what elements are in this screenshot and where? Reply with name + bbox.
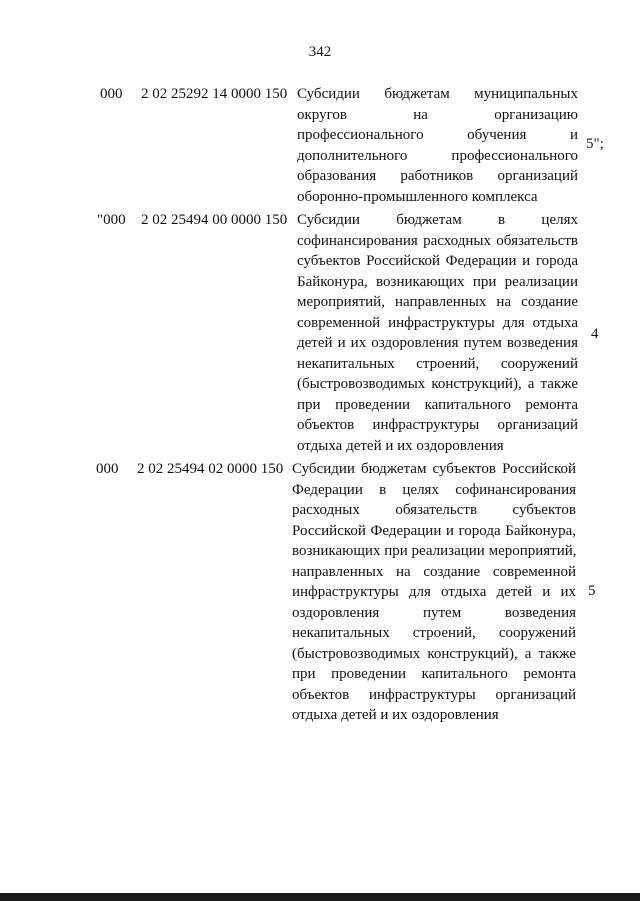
admin-code: "000 [97, 212, 126, 228]
description-line: Федерации в целях софинансирования [292, 481, 576, 498]
description-line: субъектов Российской Федерации и города [297, 253, 578, 269]
description-line: некапитальных строений, сооружений [297, 355, 578, 372]
description-line: объектов инфраструктуры организаций [297, 417, 578, 433]
description-line: Субсидии бюджетам в целях [297, 212, 578, 228]
description-line: оборонно-промышленного комплекса [297, 188, 538, 205]
description-line: оздоровления путем возведения [292, 604, 576, 621]
row-description [297, 84, 578, 207]
row-value: 5"; [586, 136, 604, 152]
row-value: 5 [588, 583, 596, 599]
description-line: Байконура, возникающих при реализации [297, 273, 578, 290]
description-line: при проведении капитального ремонта [292, 666, 576, 682]
budget-code: 2 02 25494 02 0000 150 [137, 461, 284, 477]
description-line: (быстровозводимых конструкций), а также [292, 645, 576, 662]
description-line: софинансирования расходных обязательств [297, 232, 578, 249]
budget-code: 2 02 25494 00 0000 150 [141, 212, 288, 228]
description-line: при проведении капитального ремонта [297, 396, 578, 413]
description-line: отдыха детей и их оздоровления [297, 437, 504, 454]
description-line: расходных обязательств субъектов [292, 502, 576, 518]
description-line: (быстровозводимых конструкций), а также [297, 376, 578, 392]
description-line: объектов инфраструктуры организаций [292, 686, 576, 703]
description-line: направленных на создание современной [292, 563, 576, 580]
description-line: некапитальных строений, сооружений [292, 625, 576, 641]
description-line: Субсидии бюджетам субъектов Российской [292, 461, 576, 477]
row-value: 4 [591, 326, 599, 342]
budget-code: 2 02 25292 14 0000 150 [141, 86, 288, 102]
row-description [297, 210, 578, 456]
description-line: современной инфраструктуры для отдыха [297, 314, 578, 331]
description-line: инфраструктуры для отдыха детей и их [292, 584, 576, 600]
description-line: Субсидии бюджетам муниципальных [297, 86, 578, 102]
description-line: профессионального обучения и [297, 127, 578, 143]
scan-edge [0, 893, 640, 901]
description-line: дополнительного профессионального [297, 147, 578, 164]
description-line: образования работников организаций [297, 168, 578, 184]
description-line: округов на организацию [297, 106, 578, 123]
description-line: Российской Федерации и города Байконура, [292, 522, 576, 539]
admin-code: 000 [100, 86, 123, 102]
description-line: детей и их оздоровления путем возведения [297, 335, 578, 351]
page-number: 342 [308, 44, 332, 60]
admin-code: 000 [96, 461, 119, 477]
row-description [292, 459, 576, 726]
description-line: мероприятий, направленных на создание [297, 294, 578, 310]
description-line: отдыха детей и их оздоровления [292, 707, 499, 723]
description-line: возникающих при реализации мероприятий, [292, 543, 577, 559]
